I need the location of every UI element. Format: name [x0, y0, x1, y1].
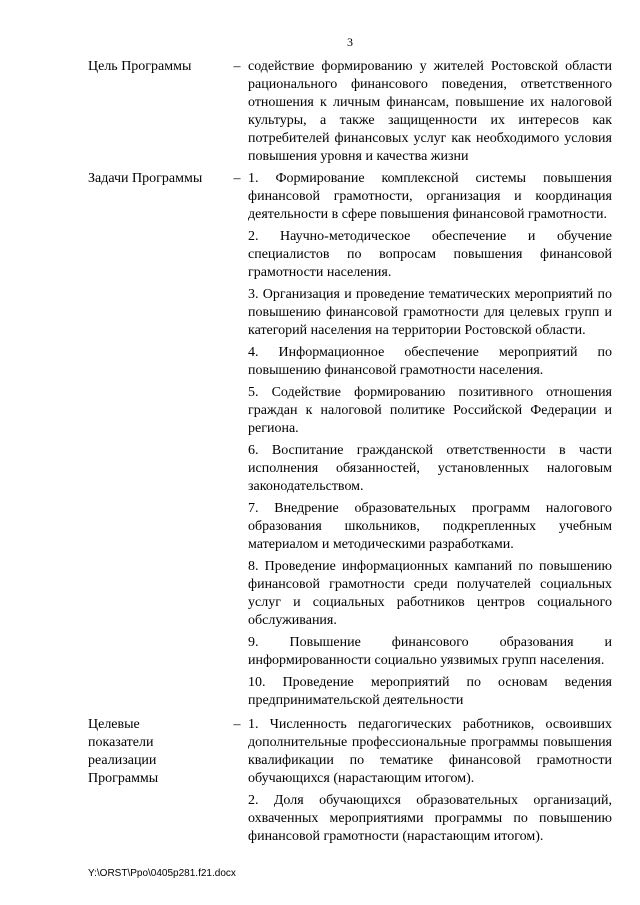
section-body-indicators: [248, 716, 612, 850]
task-item-10: 10. Проведение мероприятий по основам ведения предпринимательской деятельности: [248, 675, 612, 708]
paragraph: содействие формированию у жителей Ростовской области рационального финансового поведения, ответственного отношения к личным финансам, повышение их налоговой культуры, а также защищенности их интересов как потребителей финансовых услуг как необходимого условия повышения уровня и качества жизни: [248, 59, 612, 164]
label-line: показатели: [88, 735, 154, 750]
section-goal: [88, 58, 612, 170]
task-item-5: 5. Содействие формированию позитивного отношения граждан к налоговой политике Российской Федерации и региона.: [248, 385, 612, 436]
indicator-item-1: 1. Численность педагогических работников, освоивших дополнительные профессиональные программы повышения квалификации по тематике финансовой грамотности обучающихся (нарастающим итогом).: [248, 717, 612, 786]
document-content: [88, 58, 612, 850]
section-label-goal: Цель Программы: [88, 59, 192, 74]
task-item-3: 3. Организация и проведение тематических мероприятий по повышению финансовой грамотности для целевых групп и категорий населения на территории Ростовской области.: [248, 287, 612, 338]
label-line: Целевые: [88, 717, 140, 732]
task-item-8: 8. Проведение информационных кампаний по повышению финансовой грамотности среди получателей социальных услуг и социальных работников центров социального обслуживания.: [248, 559, 612, 628]
label-line: Программы: [88, 771, 159, 786]
task-item-4: 4. Информационное обеспечение мероприятий по повышению финансовой грамотности населения.: [248, 345, 612, 378]
section-indicators: [88, 716, 612, 850]
indicator-item-2: 2. Доля обучающихся образовательных организаций, охваченных мероприятиями программы по повышению финансовой грамотности (нарастающим итогом).: [248, 793, 612, 844]
footer-file-path: Y:\ORST\Ppo\0405p281.f21.docx: [88, 868, 236, 879]
dash-separator: –: [233, 59, 241, 74]
section-label-indicators: [88, 716, 226, 788]
section-tasks: [88, 170, 612, 714]
label-line: реализации: [88, 753, 157, 768]
task-item-7: 7. Внедрение образовательных программ налогового образования школьников, подкрепленных учебным материалом и методическими разработками.: [248, 501, 612, 552]
task-item-2: 2. Научно-методическое обеспечение и обучение специалистов по вопросам повышения финансовой грамотности населения.: [248, 229, 612, 280]
task-item-9: 9. Повышение финансового образования и информированности социально уязвимых групп населения.: [248, 635, 612, 668]
section-body-tasks: [248, 170, 612, 714]
dash-separator: –: [233, 171, 241, 186]
dash-separator: –: [233, 717, 241, 732]
section-label-tasks: Задачи Программы: [88, 171, 203, 186]
task-item-6: 6. Воспитание гражданской ответственности в части исполнения обязанностей, установленных налоговым законодательством.: [248, 443, 612, 494]
section-body-goal: [248, 58, 612, 170]
task-item-1: 1. Формирование комплексной системы повышения финансовой грамотности, организация и координация деятельности в сфере повышения финансовой грамотности.: [248, 171, 612, 222]
page-number: 3: [347, 35, 353, 49]
